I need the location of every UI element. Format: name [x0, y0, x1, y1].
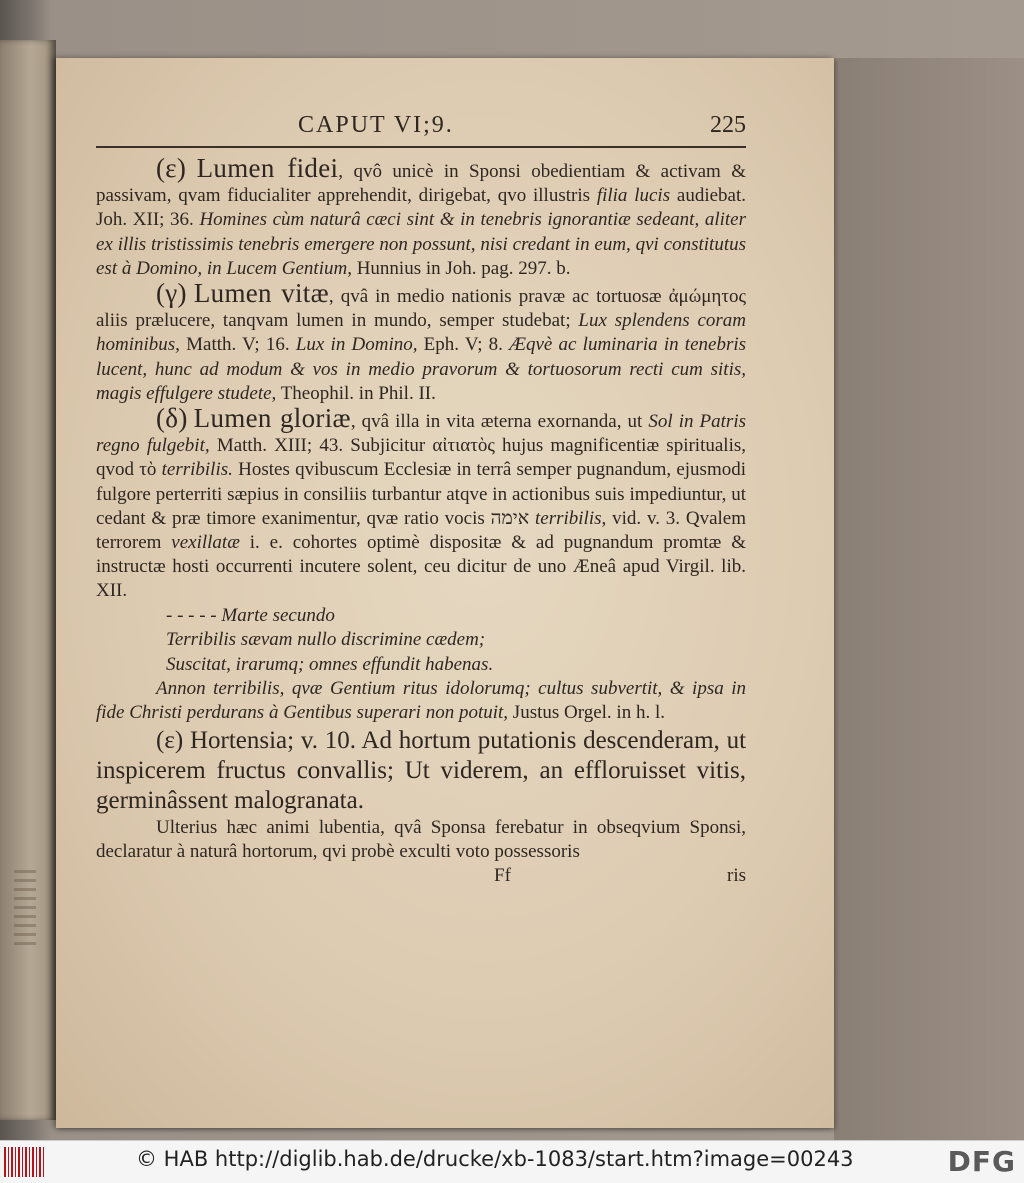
- text-run: audiebat. Joh. XII; 36.: [96, 185, 747, 231]
- verse-quotation: [166, 604, 746, 678]
- text-run: Matth. V; 16.: [179, 334, 296, 356]
- text-run: vid. v. 3. Qvalem terrorem: [96, 507, 746, 554]
- item-heading: Lumen gloriæ: [193, 403, 351, 434]
- text-run: Ad hortum putationis descenderam, ut inspicerem fructus convallis; Ut viderem, an effloruisset vitis, germinâssent malogranata.: [96, 726, 747, 814]
- text-run-italic: Sol in Patris regno fulgebit,: [96, 411, 746, 457]
- text-run-italic: Æqvè ac luminaria in tenebris lucent, hunc ad modum & vos in medio pravorum & tortuosorum recti cum sitis, magis effulgere studete,: [96, 334, 747, 404]
- quote-italic: Annon terribilis, qvæ Gentium ritus idolorumq; cultus subvertit, & ipsa in fide Christi perdurans à Gentibus superari non potuit,: [96, 678, 746, 724]
- body-text: [96, 153, 747, 888]
- paragraph-hortensia: [96, 726, 746, 816]
- text-run-italic: Lux in Domino,: [295, 334, 418, 356]
- catchword: ris: [727, 864, 746, 886]
- text-run: , qvô unicè in Sponsi obedientiam & activam & passivam, qvam fiducialiter apprehendit, dirigebat, qvo illustris: [96, 161, 746, 207]
- library-barcode-icon: [4, 1147, 46, 1177]
- verse-line: Terribilis sævam nullo discrimine cædem;: [166, 629, 486, 651]
- text-run: Matth. XIII; 43. Subjicitur αἰτιατὸς hujus magnificentiæ spiritualis, qvod τὸ: [96, 435, 747, 481]
- book-page: [56, 58, 834, 1128]
- text-run: , qvâ in medio nationis pravæ ac tortuosæ ἀμώμητος aliis prælucere, tanqvam lumen in mundo, semper studebat;: [96, 286, 747, 332]
- text-run-italic: vexillatæ: [171, 532, 240, 554]
- verse-line: - - - - - Marte secundo: [166, 604, 335, 626]
- page-content: [96, 106, 746, 888]
- item-heading: Lumen fidei: [196, 153, 339, 183]
- dfg-logo: DFG: [947, 1145, 1016, 1178]
- item-marker: (γ): [156, 278, 187, 309]
- scan-margin-right: [834, 58, 1024, 1140]
- paragraph-lumen-fidei: [96, 153, 747, 281]
- text-run: Theophil. in Phil. II.: [276, 382, 436, 404]
- item-marker: (ε): [156, 726, 184, 754]
- page-number: 225: [710, 112, 746, 138]
- paragraph-ulterius: Ulterius hæc animi lubentia, qvâ Sponsa ferebatur in obseqvium Sponsi, declaratur à naturâ hortorum, qvi probè exculti voto possessoris: [96, 816, 746, 862]
- text-run-italic: Lux splendens coram hominibus,: [96, 310, 746, 356]
- signature-mark: Ff: [494, 864, 511, 886]
- paragraph-quote-orgel: [96, 677, 746, 725]
- quote-attribution: Justus Orgel. in h. l.: [508, 702, 665, 724]
- facing-page-edge: [0, 40, 56, 1120]
- item-heading: Lumen vitæ: [193, 278, 329, 309]
- copyright-link[interactable]: © HAB http://diglib.hab.de/drucke/xb-1083/start.htm?image=00243: [136, 1147, 854, 1171]
- verse-line: Suscitat, irarumq; omnes effundit habenas.: [166, 653, 494, 675]
- text-run-italic: terribilis,: [535, 507, 607, 529]
- text-run: Hunnius in Joh. pag. 297. b.: [351, 257, 571, 279]
- viewer-footer: [0, 1140, 1024, 1183]
- text-run-italic: terribilis.: [161, 459, 233, 481]
- text-run: , qvâ illa in vita æterna exornanda, ut: [350, 411, 649, 433]
- signature-line: [96, 864, 746, 888]
- text-run: i. e. cohortes optimè dispositæ & ad pugnandum promtæ & instructæ hosti occurrenti incutere solent, ceu dicitur de uno Æneâ apud Virgil. lib. XII.: [96, 532, 747, 602]
- paragraph-lumen-vitae: [96, 278, 747, 406]
- running-head: [96, 106, 746, 148]
- paragraph-lumen-gloriae: [96, 403, 747, 604]
- item-marker: (δ): [156, 403, 188, 434]
- text-run-italic: Homines cùm naturâ cæci sint & in tenebris ignorantiæ sedeant, aliter ex illis tristissimis tenebris emergere non possunt, nisi credant in eum, qvi constitutus est à Domino, in Lucem Gentium,: [96, 209, 746, 279]
- item-heading: Hortensia; v. 10.: [189, 726, 356, 754]
- text-run: Eph. V; 8.: [417, 334, 510, 356]
- chapter-title: CAPUT VI;9.: [298, 112, 454, 138]
- text-run-italic: filia lucis: [596, 185, 671, 207]
- text-run: Hostes qvibuscum Ecclesiæ in terrâ semper pugnandum, ejusmodi fulgore perterriti sæpius in consiliis turbantur atqve in actionibus suis impediuntur, ut cedant & præ timore exanimentur, qvæ ratio vocis אימה: [96, 459, 746, 529]
- item-marker: (ε): [156, 153, 187, 183]
- facing-page-marks: [14, 870, 36, 950]
